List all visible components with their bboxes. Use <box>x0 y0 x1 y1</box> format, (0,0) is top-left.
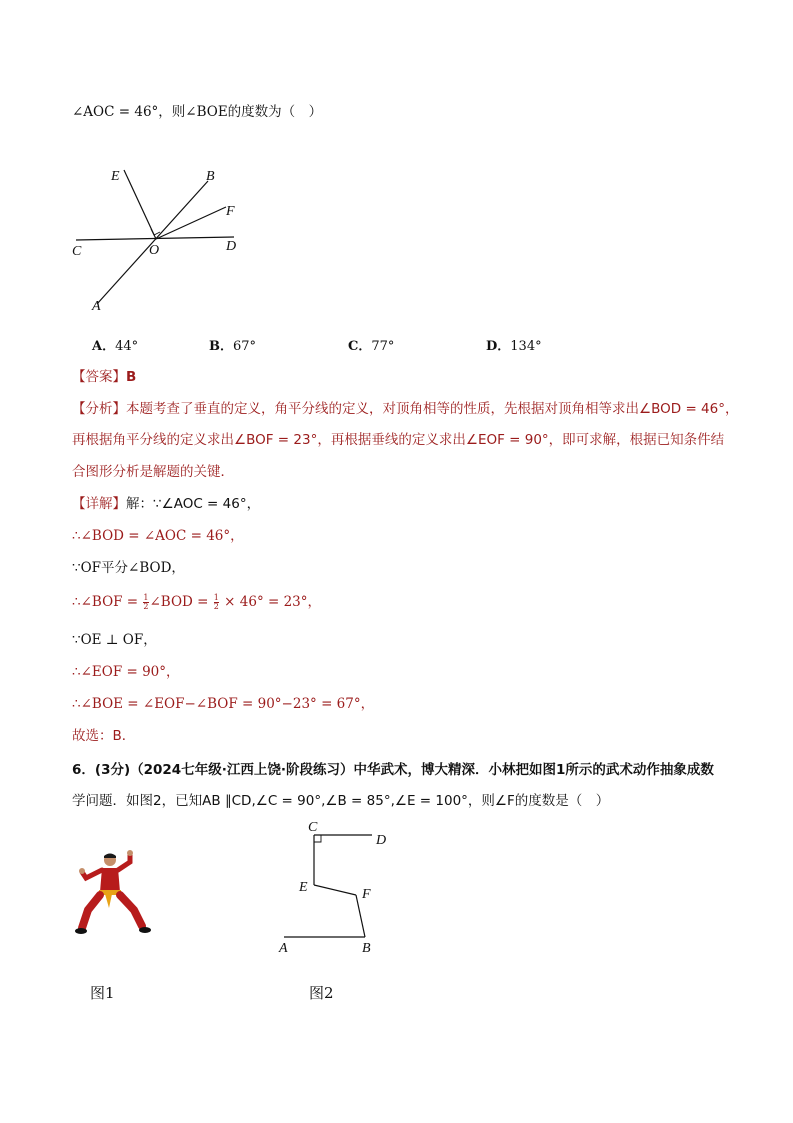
answer-value: B <box>126 369 137 385</box>
q6-geometry-figure <box>270 815 410 960</box>
label-F: F <box>226 204 235 219</box>
q6-line-2: 学问题．如图2，已知AB ∥CD,∠C = 90°,∠B = 85°,∠E = 100°，则∠F的度数是（ ） <box>72 793 610 809</box>
martial-artist-figure <box>72 848 152 938</box>
label-B: B <box>206 169 215 184</box>
q5-stem: ∠AOC = 46°，则∠BOE的度数为（ ） <box>72 104 323 120</box>
label-E: E <box>111 169 120 184</box>
label-C2: C <box>308 820 318 835</box>
detail-tag: 【详解】 <box>72 496 126 512</box>
label-O: O <box>149 243 160 258</box>
figure-1-caption: 图1 <box>90 984 115 1002</box>
label-F2: F <box>362 887 371 902</box>
label-A: A <box>92 299 101 314</box>
step-3: ∴∠BOF = $\frac{1}{2}$ ∠BOD = $\frac{1}{2}$ × 46° = 23°， <box>72 593 322 611</box>
figure-2-caption: 图2 <box>309 984 334 1002</box>
label-C: C <box>72 244 82 259</box>
option-b[interactable]: B．67° <box>209 339 257 354</box>
q5-angle-figure <box>60 158 260 318</box>
step-5: ∴∠EOF = 90°， <box>72 664 180 680</box>
step-4: ∵OE ⊥ OF， <box>72 632 157 648</box>
analysis-line-2: 再根据角平分线的定义求出∠BOF = 23°，再根据垂线的定义求出∠EOF = 90°，即可求解，根据已知条件结 <box>72 432 725 448</box>
label-E2: E <box>299 880 308 895</box>
step-1: ∴∠BOD = ∠AOC = 46°， <box>72 528 244 544</box>
option-d[interactable]: D．134° <box>486 339 542 354</box>
label-D: D <box>226 239 237 254</box>
analysis-line-1: 【分析】本题考查了垂直的定义，角平分线的定义，对顶角相等的性质，先根据对顶角相等求出∠BOD = 46°， <box>72 401 739 417</box>
analysis-tag: 【分析】 <box>72 401 126 417</box>
option-a[interactable]: A．44° <box>92 339 139 354</box>
q6-line-1: 6．(3分)（2024七年级·江西上饶·阶段练习）中华武术，博大精深．小林把如图1所示的武术动作抽象成数 <box>72 762 714 778</box>
answer-tag: 【答案】 <box>72 369 126 385</box>
step-6: ∴∠BOE = ∠EOF−∠BOF = 90°−23° = 67°， <box>72 696 375 712</box>
answer-line <box>72 368 136 386</box>
choice-line: 故选：B． <box>72 728 136 744</box>
option-c[interactable]: C．77° <box>348 339 395 354</box>
label-A2: A <box>279 941 288 956</box>
analysis-line-3: 合图形分析是解题的关键． <box>72 464 234 480</box>
detail-line: 【详解】解：∵∠AOC = 46°， <box>72 496 261 512</box>
step-2: ∵OF平分∠BOD， <box>72 560 185 576</box>
label-D2: D <box>376 833 387 848</box>
label-B2: B <box>362 941 371 956</box>
